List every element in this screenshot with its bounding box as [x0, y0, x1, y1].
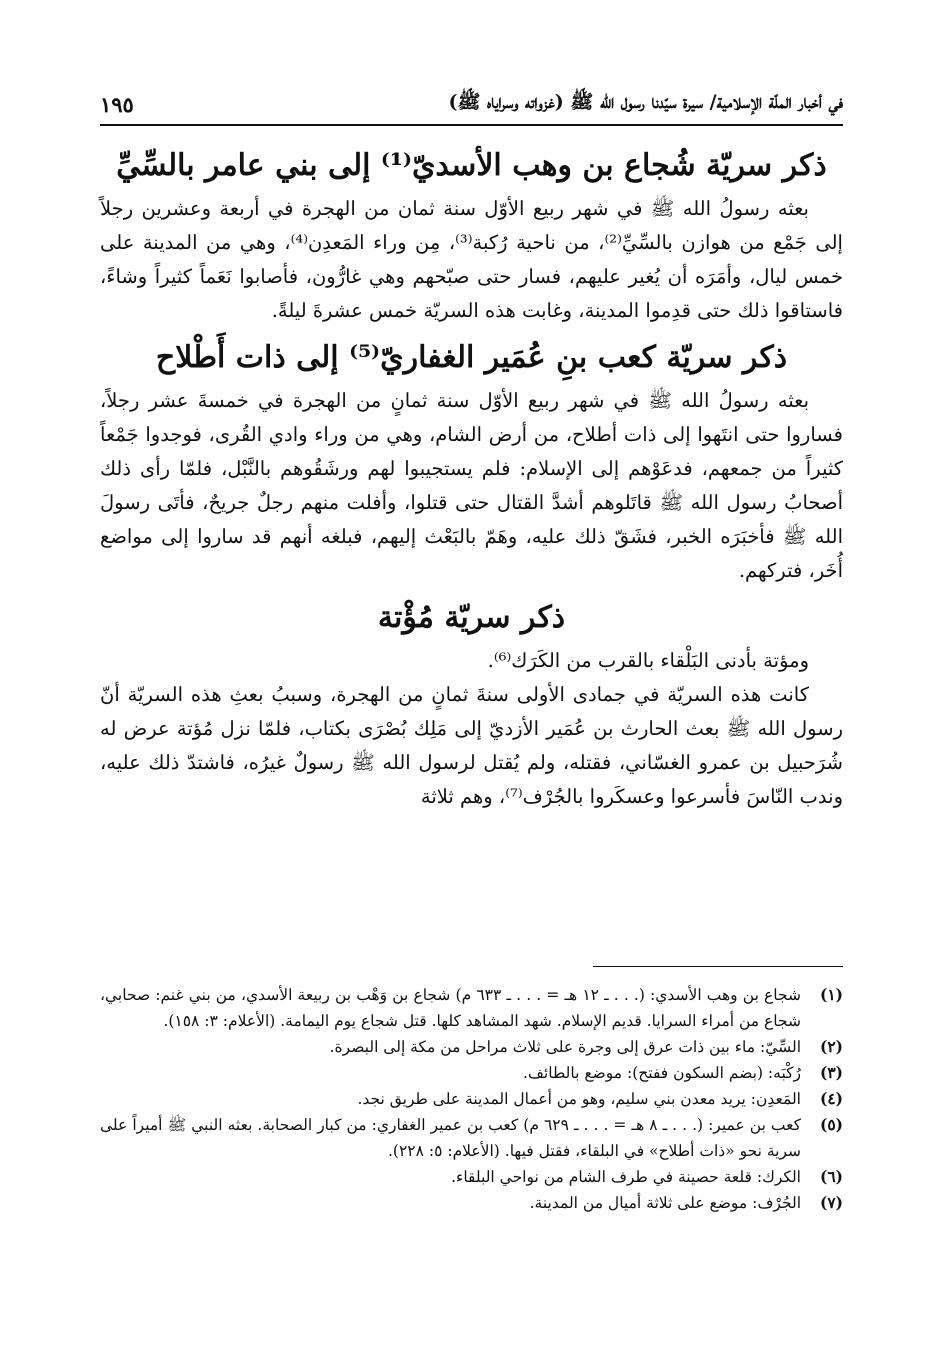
- footnote-separator: [593, 966, 843, 967]
- footnote: [100, 1190, 843, 1216]
- footnote-text: الجُرْف: موضع على ثلاثة أميال من المدينة.: [529, 1194, 801, 1212]
- page-number: ١٩٥: [100, 91, 134, 117]
- footnote-number: (٤): [819, 1089, 843, 1108]
- footnote-number: (٣): [819, 1063, 843, 1082]
- section-title-shuja: ذكر سريّة شُجاع بن وهب الأسديّ⁽¹⁾ إلى بني عامر بالسِّيِّ: [116, 148, 827, 183]
- footnote-text: السِّيّ: ماء بين ذات عرق إلى وجرة على ثلاث مراحل من مكة إلى البصرة.: [329, 1038, 801, 1056]
- paragraph: كانت هذه السريّة في جمادى الأولى سنةَ ثمانٍ من الهجرة، وسببُ بعثِ هذه السريّة أنّ رسول الله ﷺ بعث الحارث بن عُمَير الأزديّ إلى مَلِك بُصْرَى بكتاب، فلمّا نزل مُؤتة عرض له شُرَحبيل بن عمرو الغسّاني، فقتله، ولم يُقتل لرسول الله ﷺ رسولٌ غيرُه، فاشتدّ ذلك عليه، وندب النّاسَ فأسرعوا وعسكَروا بالجُرْف⁽⁷⁾، وهم ثلاثة: [100, 683, 843, 808]
- paragraph: ومؤتة بأدنى البَلْقاء بالقرب من الكَرَك⁽⁶⁾.: [487, 649, 809, 672]
- footnote-text: كعب بن عمير: (. . . ـ ٨ هـ = . . . ـ ٦٢٩ م) كعب بن عمير الغفاري: من كبار الصحابة. بعثه النبي ﷺ أميراً على سرية نحو «ذات أطلاح» في البلقاء، فقتل فيها. (الأعلام: ٥: ٢٢٨).: [100, 1116, 801, 1160]
- footnote-text: الكرك: قلعة حصينة في طرف الشام من نواحي البلقاء.: [451, 1168, 801, 1186]
- footnote: [100, 982, 843, 1034]
- footnote: [100, 1164, 843, 1190]
- footnote-number: (٦): [819, 1167, 843, 1186]
- footnote-number: (٥): [819, 1115, 843, 1134]
- paragraph: بعثه رسولُ الله ﷺ في شهر ربيع الأوّل سنة ثمان من الهجرة في أربعة وعشرين رجلاً إلى جَمْع من هوازن بالسِّيِّ⁽²⁾، من ناحية رُكبة⁽³⁾، مِن وراء المَعدِن⁽⁴⁾، وهي من المدينة على خمس ليال، وأمَرَه أن يُغير عليهم، فسار حتى صبّحهم وهي غارُّون، فأصابوا نَعَماً كثيراً وشاءً، فاستاقوا ذلك حتى قدِموا المدينة، وغابت هذه السريّة خمس عشرةَ ليلةً.: [100, 197, 843, 322]
- footnote-text: المَعدِن: يريد معدن بني سليم، وهو من أعمال المدينة على طريق نجد.: [357, 1090, 801, 1108]
- section-title-mutah: ذكر سريّة مُؤْتة: [377, 600, 566, 635]
- running-title: في أخبار الملّة الإسلامية/ سيرة سيّدنا رسول الله ﷺ (غزواته وسراياه ﷺ): [448, 91, 843, 113]
- page-header: [100, 84, 843, 126]
- footnote-number: (٧): [819, 1193, 843, 1212]
- footnotes: [100, 982, 843, 1216]
- footnote: [100, 1060, 843, 1086]
- footnote: [100, 1112, 843, 1164]
- footnote-text: شجاع بن وهب الأسدي: (. . . ـ ١٢ هـ = . . . ـ ٦٣٣ م) شجاع بن وَهْب بن ربيعة الأسدي، من بني غنم: صحابي، شجاع من أمراء السرايا. قديم الإسلام. شهد المشاهد كلها. قتل شجاع يوم اليمامة. (الأعلام: ٣: ١٥٨).: [100, 986, 802, 1030]
- footnote-number: (٢): [819, 1037, 843, 1056]
- footnote-number: (١): [819, 985, 843, 1004]
- section-title-kaab: ذكر سريّة كعب بنِ عُمَير الغفاريّ⁽⁵⁾ إلى ذات أَطْلاح: [155, 340, 788, 375]
- paragraph: بعثه رسولُ الله ﷺ في شهر ربيع الأوّل سنة ثمانٍ من الهجرة في خمسةَ عشر رجلاً، فساروا حتى انتَهوا إلى ذات أطلاح، من أرض الشام، وهي من وراء وادي القُرى، فوجدوا جَمْعاً كثيراً من جمعهم، فدعَوْهم إلى الإسلام: فلم يستجيبوا لهم ورشَقُوهم بالنَّبْل، فلمّا رأى ذلك أصحابُ رسول الله ﷺ قاتَلوهم أشدَّ القتال حتى قتلوا، وأفلت منهم رجلٌ جريحٌ، فأتَى رسولَ الله ﷺ فأخبَرَه الخبر، فشَقّ ذلك عليه، وهَمّ بالبَعْث إليهم، فبلغه أنهم قد ساروا إلى مواضع أُخَر، فتركهم.: [100, 389, 843, 582]
- page-body: [100, 136, 843, 814]
- footnote-text: رُكْبَه: (بضم السكون ففتح): موضع بالطائف.: [522, 1064, 801, 1082]
- footnote: [100, 1086, 843, 1112]
- footnote: [100, 1034, 843, 1060]
